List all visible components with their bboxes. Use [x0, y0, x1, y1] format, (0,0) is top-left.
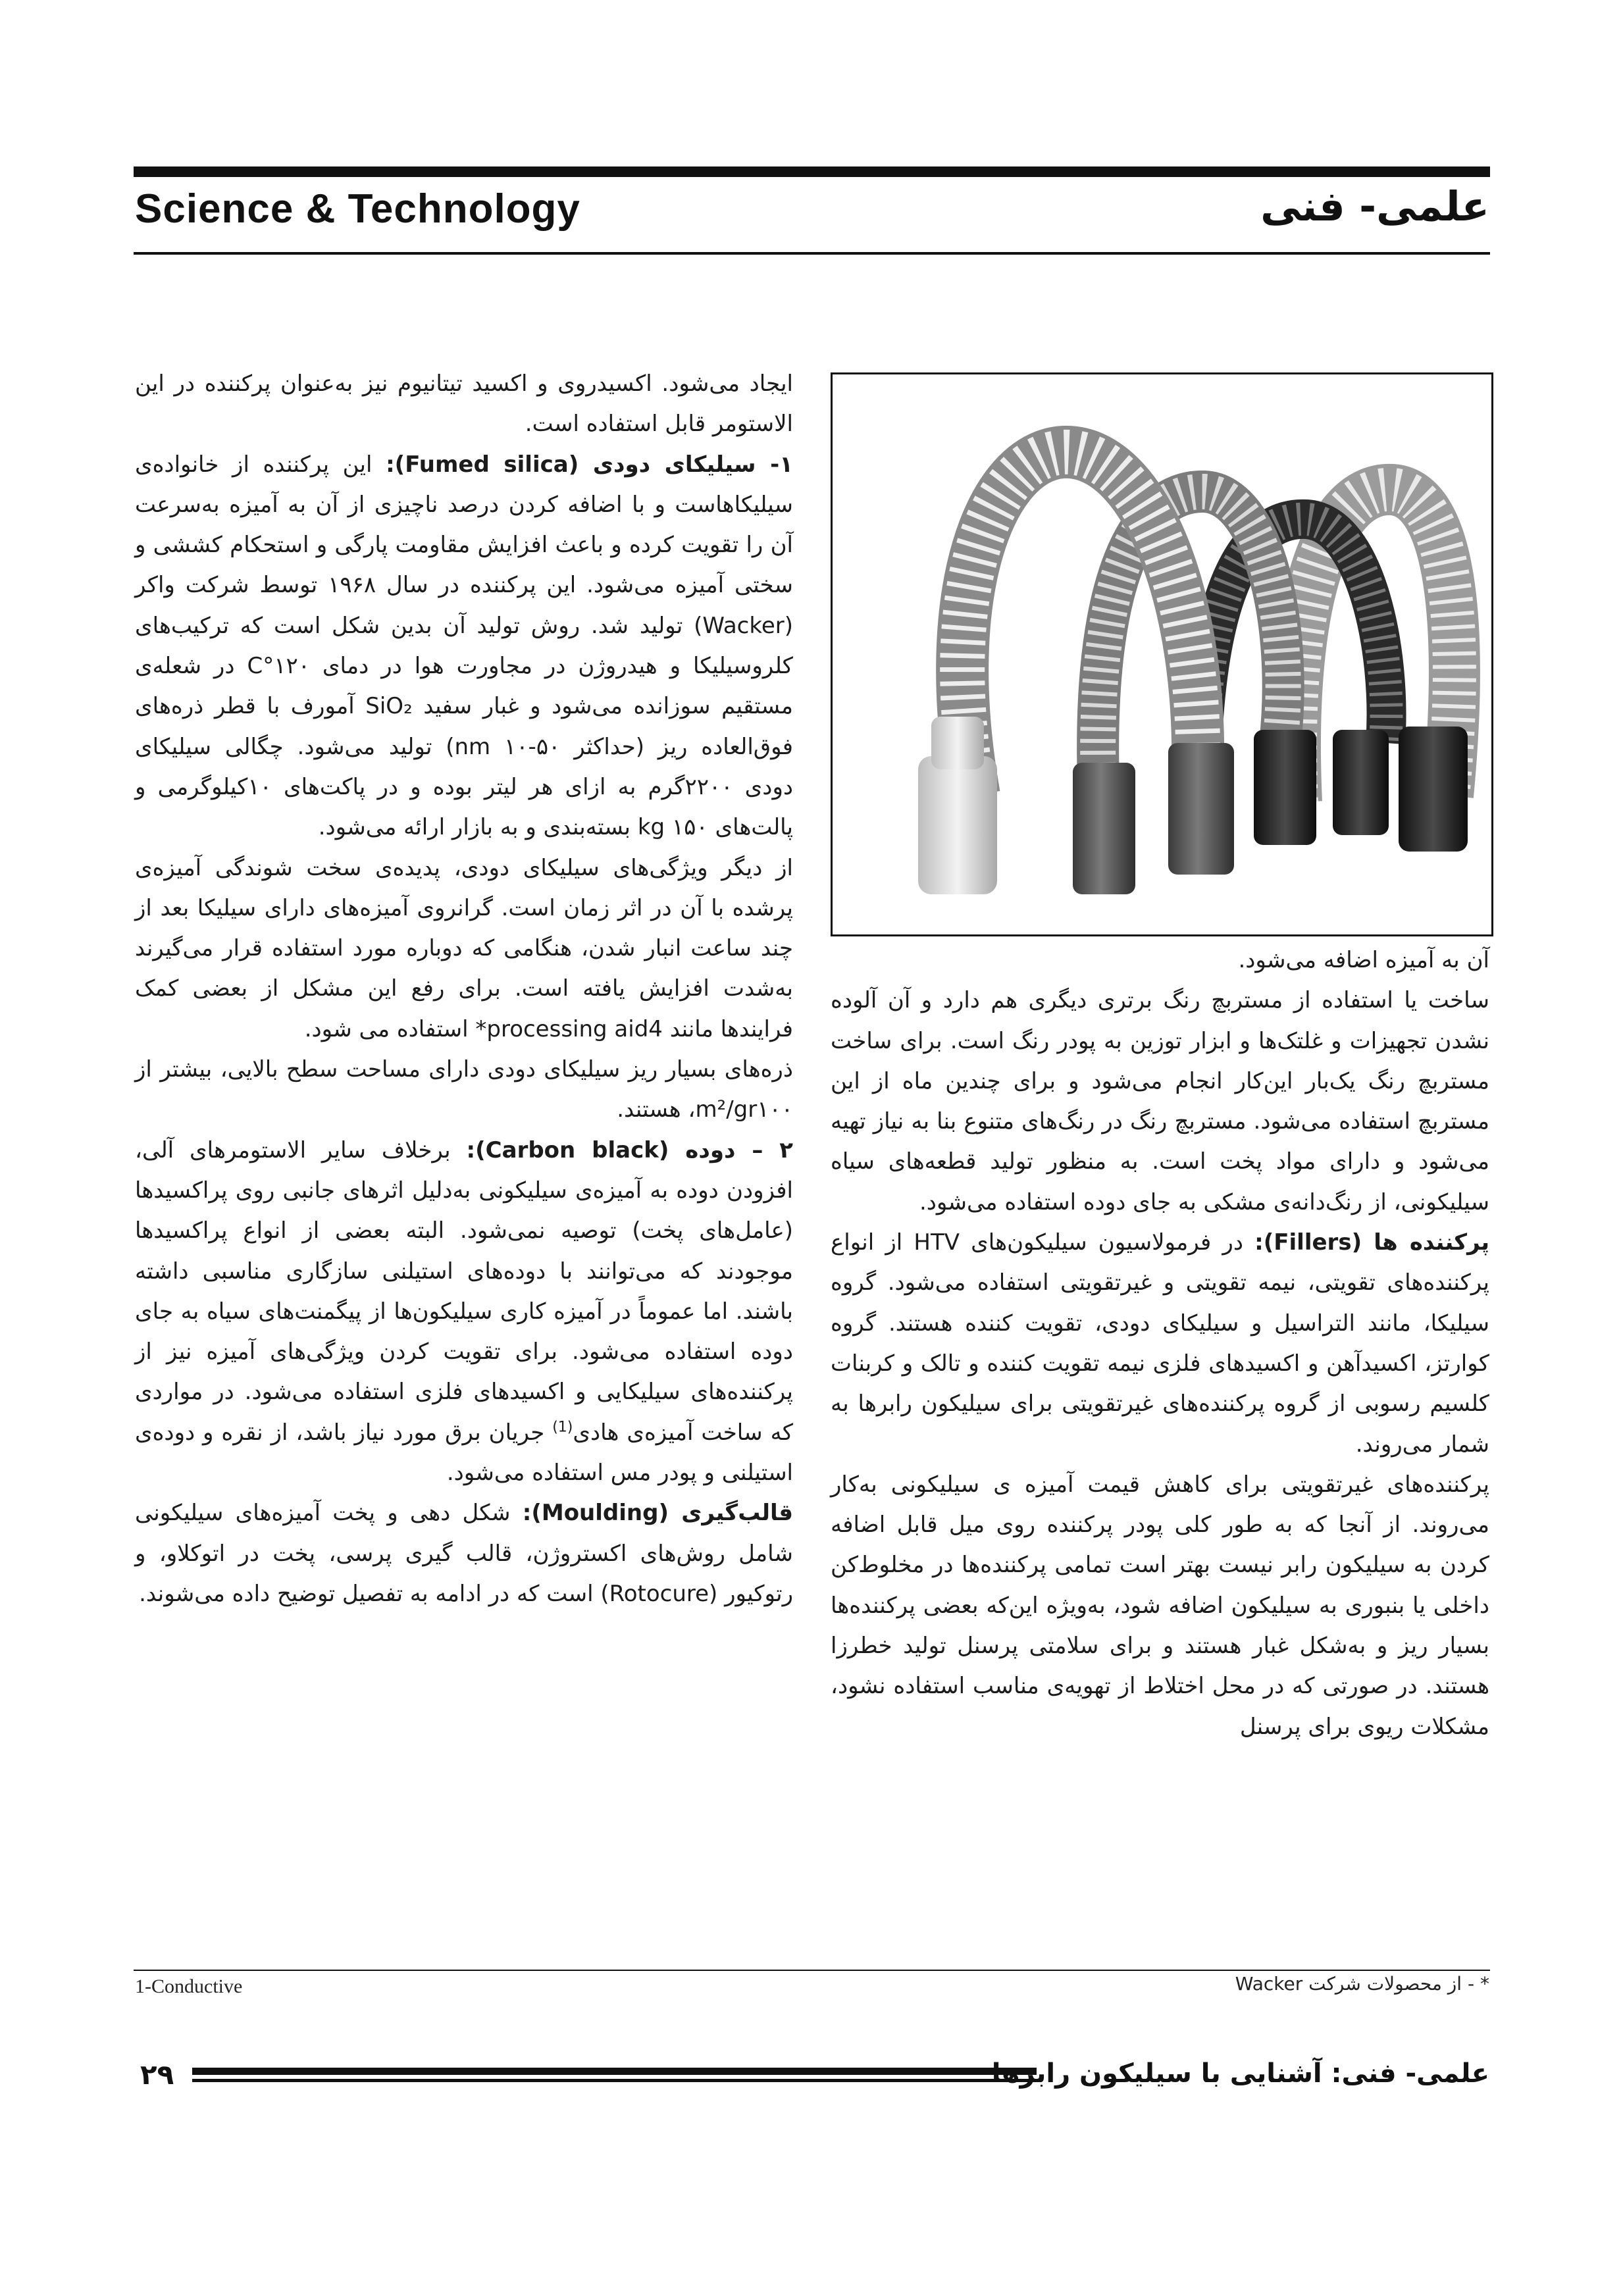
silicone-hoses-photo [831, 372, 1493, 936]
paragraph-carbon-black: ۲ – دوده (Carbon black): برخلاف سایر الاستومرهای آلی، افزودن دوده به آمیزه‌ی سیلیکونی به‌دلیل اثرهای جانبی روی پراکسیدها (عامل‌های پخت) توصیه نمی‌شود. البته بعضی از انواع پراکسیدها موجودند که می‌توانند با دوده‌های استیلنی سازگاری مناسبی داشته باشند. اما عموماً در آمیزه کاری سیلیکون‌ها از پیگمنت‌های سیاه به جای دوده استفاده می‌شود. برای تقویت کردن ویژگی‌های آمیزه نیز از پرکننده‌های سیلیکایی و اکسیدهای فلزی استفاده می‌شود. در مواردی که ساخت آمیزه‌ی هادی$^{(1)}$ جریان برق مورد نیاز باشد، از نقره و دوده‌ی استیلنی و پودر مس استفاده می‌شود. [135, 1136, 794, 1487]
heading-moulding: قالب‌گیری (Moulding): [522, 1500, 793, 1527]
paragraph-fumed-silica: ۱- سیلیکای دودی (Fumed silica): این پرکننده از خانواده‌ی سیلیکاهاست و با اضافه کردن درصد ناچیزی از آن به آمیزه به‌سرعت آن را تقویت کرده و باعث افزایش مقاومت پارگی و استحکام کششی و سختی آمیزه می‌شود. این پرکننده در سال ۱۹۶۸ توسط شرکت واکر (Wacker) تولید شد. روش تولید آن بدین شکل است که ترکیب‌های کلروسیلیکا و هیدروژن در مجاورت هوا در دمای ۱۲۰°C در شعله‌ی مستقیم سوزانده می‌شود و غبار سفید SiO₂ آمورف با قطر ذره‌های فوق‌العاده ریز (حداکثر ۵۰-۱۰ nm) تولید می‌شود. چگالی سیلیکای دودی ۲۲۰۰گرم به ازای هر لیتر بوده و در پاکت‌های ۱۰کیلوگرمی و پالت‌های ۱۵۰ kg بسته‌بندی و به بازار ارائه می‌شود. [135, 451, 793, 841]
section-title-persian: علمی- فنی [1260, 182, 1489, 230]
paragraph-masterbatch: ساخت یا استفاده از مستربچ رنگ برتری دیگری هم دارد و آن آلوده نشدن تجهیزات و غلتک‌ها و ابزار توزین به پودر رنگ است. برای ساخت مستربچ رنگ یک‌بار این‌کار انجام می‌شود و برای چندین ماه از این مستربچ استفاده می‌شود. مستربچ رنگ در رنگ‌های متنوع بنا به نیاز تهیه می‌شود و دارای مواد پخت است. به منظور تولید قطعه‌های سیاه سیلیکونی، از رنگ‌دانه‌ی مشکی به جای دوده استفاده می‌شود. [831, 987, 1489, 1215]
paragraph: پرکننده‌های غیرتقویتی برای کاهش قیمت آمیزه ی سیلیکونی به‌کار می‌روند. از آنجا که به طور کلی پودر پرکننده روی میل قابل اضافه کردن به سیلیکون رابر نیست بهتر است تمامی پرکننده‌ها در مخلوط‌کن داخلی یا بنبوری به سیلیکون اضافه شود، به‌ویژه این‌که بعضی پرکننده‌ها بسیار ریز و به‌شکل غبار هستند و برای سلامتی پرسنل تولید خطرزا هستند. در صورتی که در محل اختلاط از تهویه‌ی مناسب استفاده نشود، مشکلات ریوی برای پرسنل [831, 1471, 1489, 1740]
header-bottom-rule [134, 252, 1490, 255]
paragraph: ایجاد می‌شود. اکسیدروی و اکسید تیتانیوم نیز به‌عنوان پرکننده در این الاستومر قابل استفاده است. [135, 370, 793, 438]
footer-running-title: علمی- فنی: آشنایی با سیلیکون رابرها [991, 2058, 1489, 2089]
footnote-wacker: * - از محصولات شرکت Wacker [1235, 1973, 1489, 1995]
heading-carbon-black: ۲ – دوده (Carbon black): [466, 1136, 794, 1163]
paragraph-fillers: پرکننده ها (Fillers): در فرمولاسیون سیلیکون‌های HTV از انواع پرکننده‌های تقویتی، نیمه تقویتی و غیرتقویتی استفاده می‌شود. گروه سیلیکا، مانند الترا‌سیل و سیلیکای دودی، تقویت کننده هستند. گروه کوارتز، اکسیدآهن و اکسیدهای فلزی نیمه تقویت کننده و تالک و کربنات کلسیم رسوبی از گروه پرکننده‌های غیرتقویتی برای سیلیکون رابرها به شمار می‌روند. [831, 1229, 1489, 1458]
silicone-hoses-icon [833, 374, 1491, 934]
footnote-marker: (1) [552, 1419, 573, 1436]
footnote-rule [134, 1970, 1490, 1971]
paragraph-surface-area: ذره‌های بسیار ریز سیلیکای دودی دارای مساحت سطح بالایی، بیشتر از ۱۰۰m²/gr، هستند. [135, 1056, 793, 1123]
footnote-conductive: 1-Conductive [135, 1976, 243, 1997]
header-top-rule [134, 166, 1490, 177]
left-text-column [135, 364, 793, 1614]
section-title-english: Science & Technology [135, 186, 580, 232]
paragraph: از دیگر ویژگی‌های سیلیکای دودی، پدیده‌ی سخت شوندگی آمیزه‌ی پرشده با آن در اثر زمان است. گرانروی آمیزه‌های دارای سیلیکا بعد از چند ساعت انبار شدن، هنگامی که دوباره مورد استفاده قرار می‌گیرند به‌شدت افزایش یافته است. برای رفع این مشکل از بعضی کمک فرایندها مانند processing aid4* استفاده می شود. [135, 854, 793, 1042]
page-number: ۲۹ [140, 2058, 174, 2091]
right-text-column [831, 940, 1489, 1747]
footer-rule-thick [192, 2068, 1037, 2075]
paragraph-moulding: قالب‌گیری (Moulding): شکل دهی و پخت آمیزه‌های سیلیکونی شامل روش‌های اکستروژن، قالب گیری پرسی، پخت در اتوکلاو، و رتوکیور (Rotocure) است که در ادامه به تفصیل توضیح داده می‌شوند. [135, 1500, 793, 1607]
footer-rule-thin [192, 2079, 1037, 2082]
heading-fumed-silica: ۱- سیلیکای دودی (Fumed silica): [386, 451, 793, 478]
heading-fillers: پرکننده ها (Fillers): [1254, 1229, 1489, 1256]
paragraph: آن به آمیزه اضافه می‌شود. [1238, 947, 1489, 973]
